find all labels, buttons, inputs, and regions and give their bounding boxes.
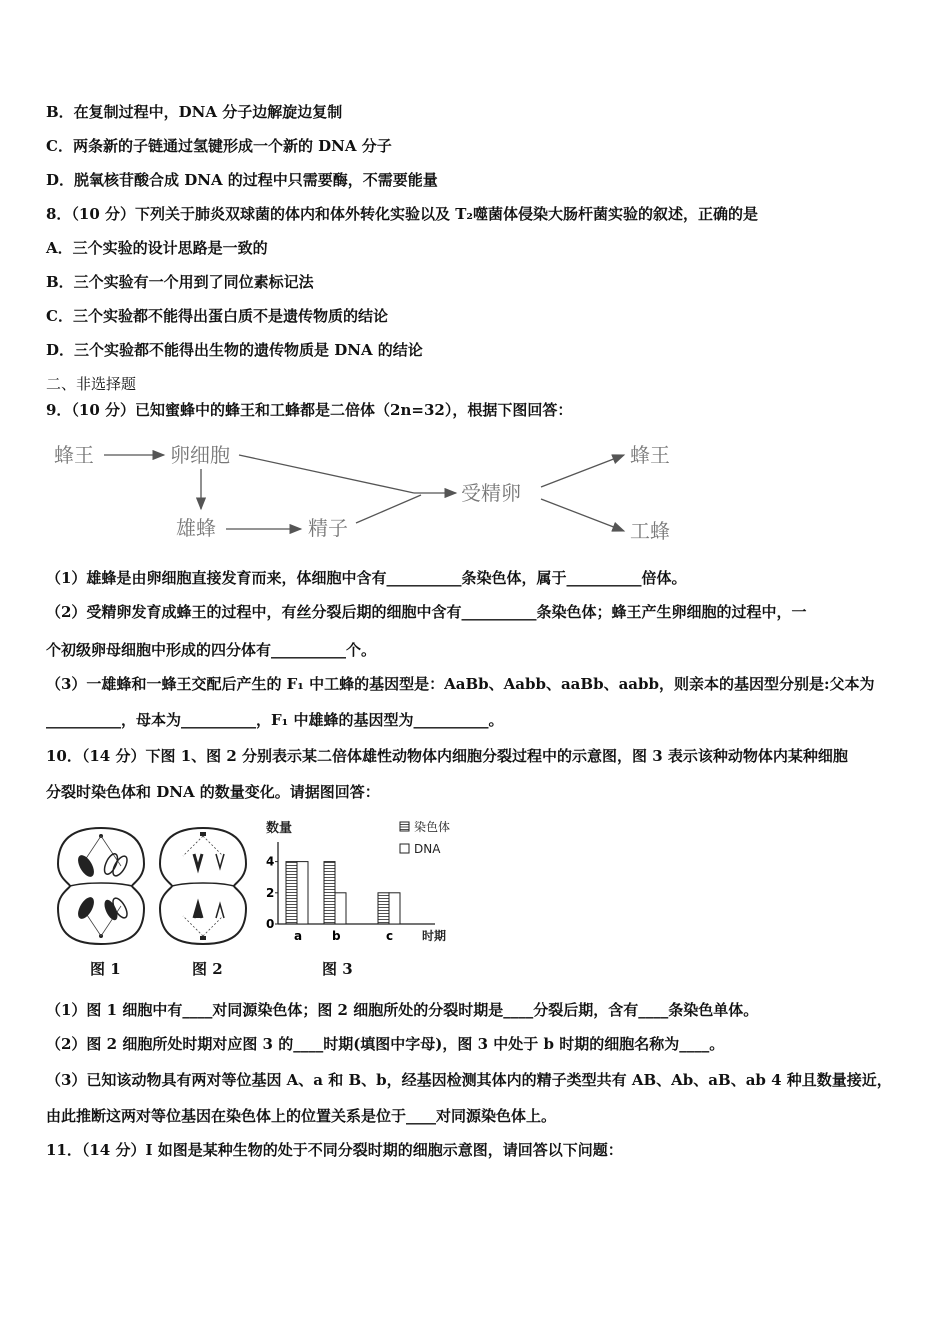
figure1-label: 图 1 [90,960,121,978]
worker-label: 工蜂 [630,519,670,543]
x-tick-label-a: a [294,929,303,943]
y-tick-label: 2 [266,885,275,900]
figure3-label: 图 3 [322,960,353,978]
section-title: 二、非选择题 [46,375,137,393]
bar-chromosome-c [378,893,389,924]
arrow-sperm-to-fertilized [356,495,421,523]
bar-chromosome-a [286,862,297,924]
q10-part3b: 由此推断这两对等位基因在染色体上的位置关系是位于____对同源染色体上。 [46,1107,557,1125]
q10-part2: （2）图 2 细胞所处时期对应图 3 的____时期(填图中字母)，图 3 中处于 b 时期的细胞名称为____。 [46,1035,725,1053]
legend-label-dna: DNA [414,842,441,856]
q11-stem: 11．（14 分）I 如图是某种生物的处于不同分裂时期的细胞示意图，请回答以下问题： [46,1141,623,1159]
bar-dna-b [335,893,346,924]
sperm-label: 精子 [308,516,348,540]
legend-swatch-dna [400,844,409,853]
egg-label: 卵细胞 [170,443,230,467]
bar-dna-c [389,893,400,924]
figure2-label: 图 2 [192,960,223,978]
queen-out-label: 蜂王 [630,443,670,467]
bar-chromosome-b [324,862,335,924]
legend-label-chromosome: 染色体 [414,820,451,834]
chart-ylabel: 数量 [266,821,293,836]
figure2-cell-diagram [158,826,248,946]
q8-option-a: A．三个实验的设计思路是一致的 [46,239,268,257]
x-tick-label-b: b [332,929,341,943]
q9-part2b: 个初级卵母细胞中形成的四分体有__________个。 [46,641,377,659]
q9-part3a: （3）一雄蜂和一蜂王交配后产生的 F₁ 中工蜂的基因型是：AaBb、Aabb、aaBb、aabb，则亲本的基因型分别是:父本为 [46,675,875,693]
y-tick-label: 0 [266,917,275,931]
q9-stem: 9．（10 分）已知蜜蜂中的蜂王和工蜂都是二倍体（2n=32），根据下图回答： [46,401,573,419]
drone-label: 雄蜂 [176,516,216,540]
arrow-to-worker [541,499,624,531]
queen-label: 蜂王 [54,443,94,467]
q10-stem-a: 10．（14 分）下图 1、图 2 分别表示某二倍体雄性动物体内细胞分裂过程中的示意图，图 3 表示该种动物体内某种细胞 [46,747,848,765]
q9-part3b: __________，母本为__________，F₁ 中雄蜂的基因型为__________。 [46,711,504,729]
q7-option-b: B．在复制过程中，DNA 分子边解旋边复制 [46,103,343,121]
q10-part1: （1）图 1 细胞中有____对同源染色体；图 2 细胞所处的分裂时期是____分裂后期，含有____条染色单体。 [46,1001,759,1019]
q8-option-c: C．三个实验都不能得出蛋白质不是遗传物质的结论 [46,307,388,325]
q8-option-d: D．三个实验都不能得出生物的遗传物质是 DNA 的结论 [46,341,423,359]
q9-part1: （1）雄蜂是由卵细胞直接发育而来，体细胞中含有__________条染色体，属于__________倍体。 [46,569,687,587]
q7-option-d: D．脱氧核苷酸合成 DNA 的过程中只需要酶，不需要能量 [46,171,438,189]
q10-part3a: （3）已知该动物具有两对等位基因 A、a 和 B、b，经基因检测其体内的精子类型共有 AB、Ab、aB、ab 4 种且数量接近， [46,1071,892,1089]
bar-dna-a [297,862,308,924]
q8-option-b: B．三个实验有一个用到了同位素标记法 [46,273,314,291]
chart-xlabel: 时期 [422,929,447,943]
figure1-cell-diagram [56,826,146,946]
x-tick-label-c: c [386,929,394,943]
q10-stem-b: 分裂时染色体和 DNA 的数量变化。请据图回答： [46,783,380,801]
q9-part2a: （2）受精卵发育成蜂王的过程中，有丝分裂后期的细胞中含有__________条染色体；蜂王产生卵细胞的过程中，一 [46,603,807,621]
q8-stem: 8．（10 分）下列关于肺炎双球菌的体内和体外转化实验以及 T₂噬菌体侵染大肠杆菌实验的叙述，正确的是 [46,205,758,223]
arrow-to-queen [541,455,624,487]
q7-option-c: C．两条新的子链通过氢键形成一个新的 DNA 分子 [46,137,392,155]
fertilized-egg-label: 受精卵 [461,481,521,505]
figure3-bar-chart [260,816,460,948]
line-egg-to-fertilized [239,455,414,493]
bee-reproduction-diagram [46,435,696,550]
y-tick-label: 4 [266,854,275,869]
